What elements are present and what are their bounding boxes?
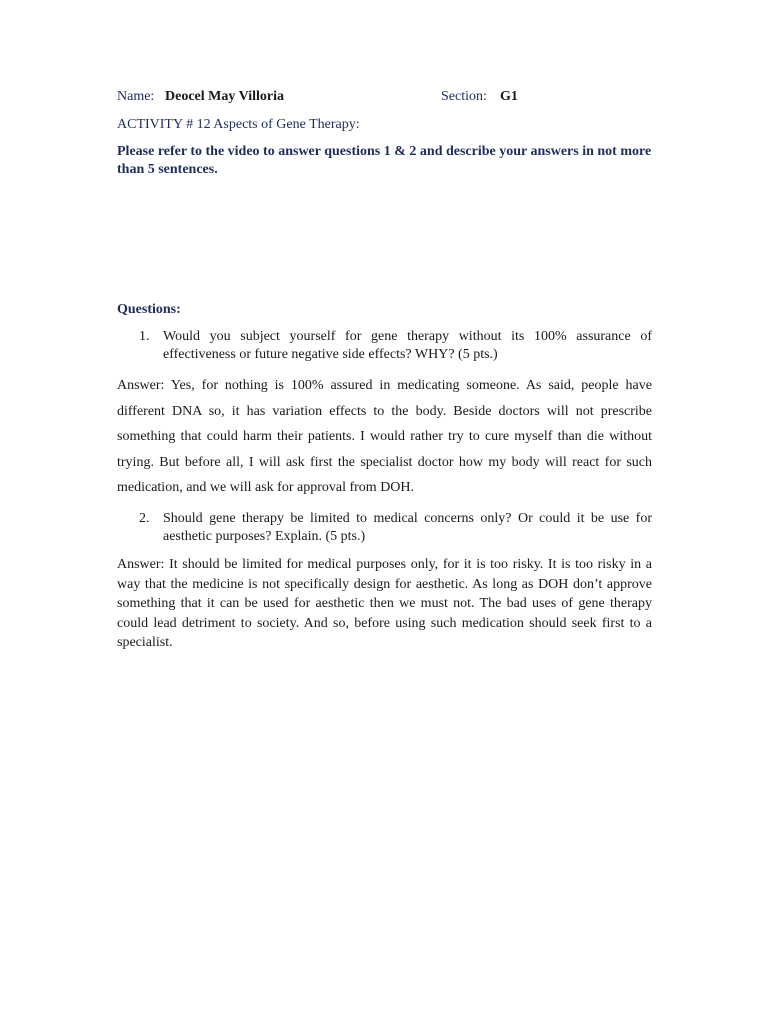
answer-1: Answer: Yes, for nothing is 100% assured in medicating someone. As said, people have different DNA so, it has variation effects to the body. Beside doctors will not prescribe something that could harm their patients. I would rather try to cure myself than die without trying. But before all, I will ask first the specialist doctor how my body will react for such medication, and we will ask for approval from DOH. <box>117 378 652 495</box>
instructions: Please refer to the video to answer questions 1 & 2 and describe your answers in not more than 5 sentences. <box>117 144 652 177</box>
activity-title: ACTIVITY # 12 Aspects of Gene Therapy: <box>117 117 360 132</box>
question-text: Should gene therapy be limited to medical concerns only? Or could it be use for aesthetic purposes? Explain. (5 pts.) <box>163 511 652 544</box>
question-1 <box>117 328 652 364</box>
name-label: Name: <box>117 89 155 104</box>
questions-heading: Questions: <box>117 302 181 317</box>
question-number: 1. <box>139 329 150 344</box>
name-value: Deocel May Villoria <box>165 89 284 104</box>
section-value: G1 <box>500 89 518 104</box>
question-text: Would you subject yourself for gene therapy without its 100% assurance of effectiveness or future negative side effects? WHY? (5 pts.) <box>163 329 652 362</box>
section-label: Section: <box>441 89 487 104</box>
answer-2: Answer: It should be limited for medical purposes only, for it is too risky. It is too risky in a way that the medicine is not specifically design for aesthetic. As long as DOH don’t approve something that it can be used for aesthetic then we must not. The bad uses of gene therapy could lead detriment to society. And so, before using such medication should seek first to a specialist. <box>117 557 652 650</box>
header-line <box>117 88 657 106</box>
question-2 <box>117 510 652 546</box>
question-number: 2. <box>139 511 150 526</box>
